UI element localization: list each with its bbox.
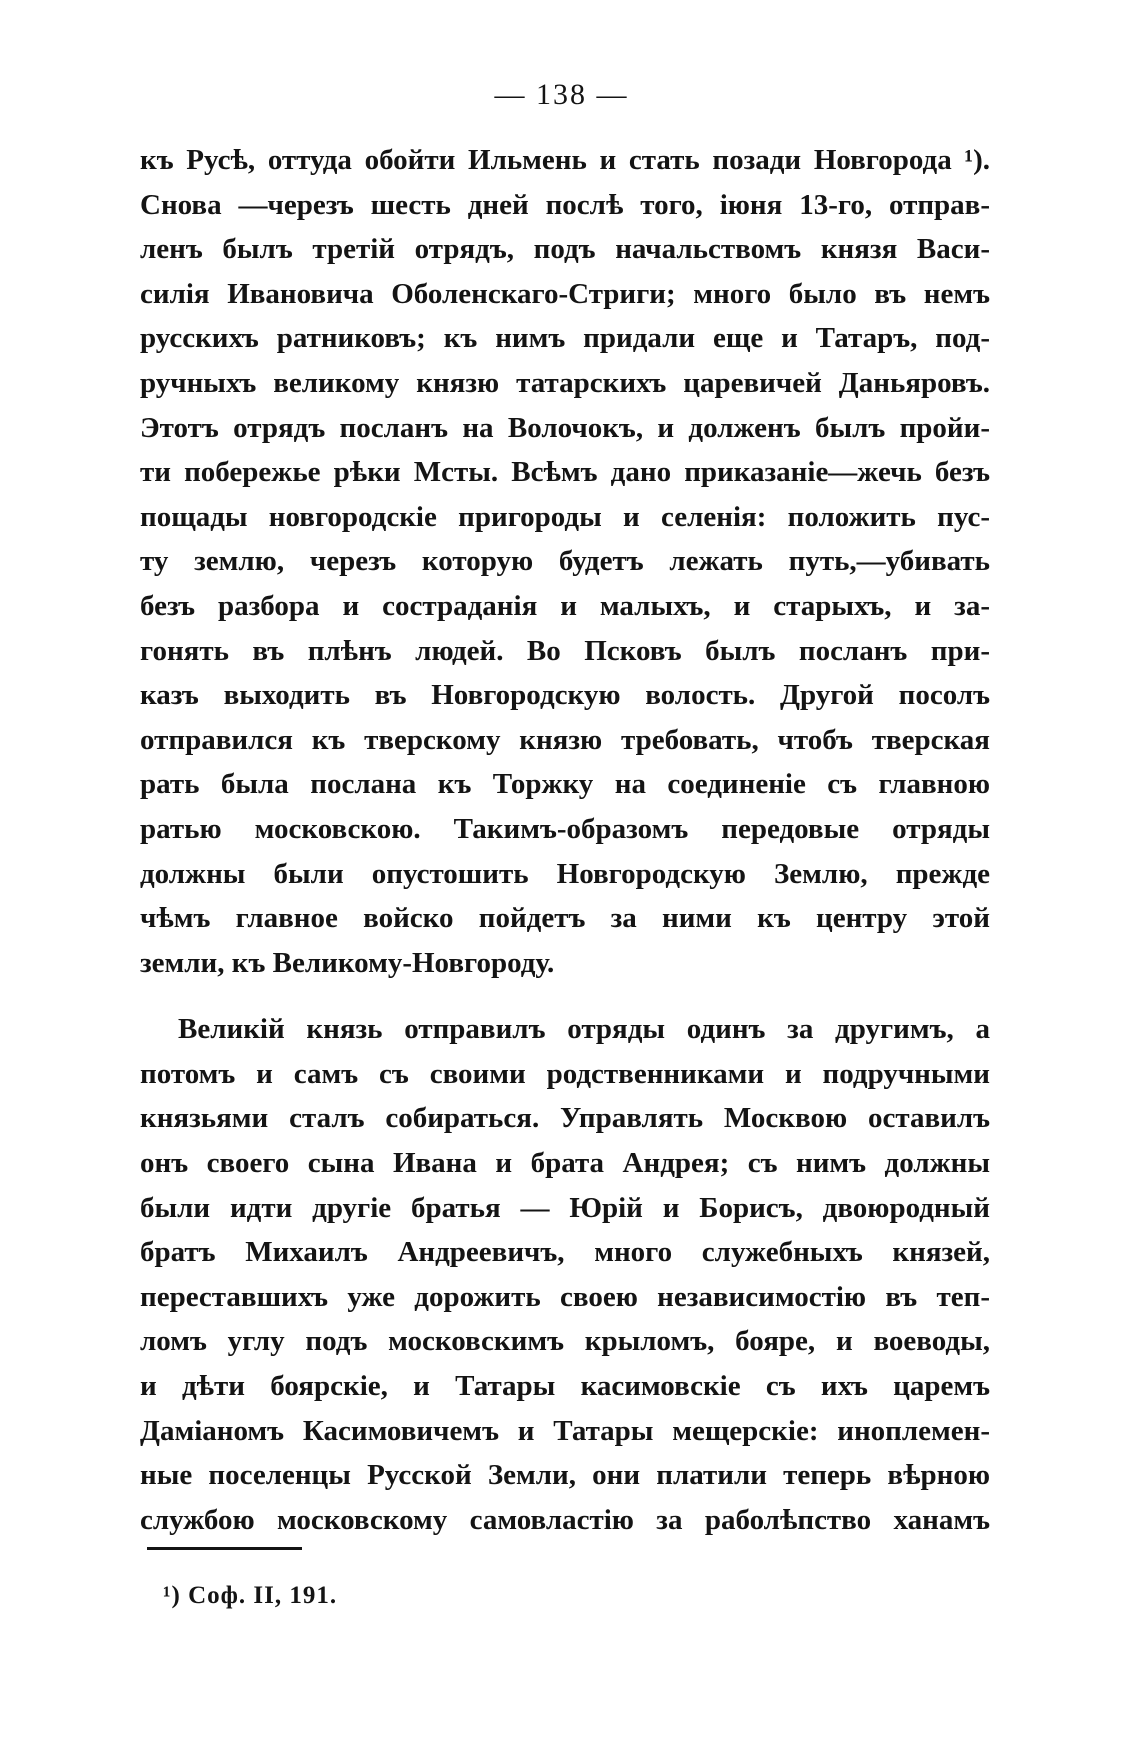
text-line: службою московскому самовластію за раболѣпство ханамъ: [140, 1503, 990, 1536]
text-line: русскихъ ратниковъ; къ нимъ придали еще и Татаръ, под-: [140, 322, 990, 355]
text-line: онъ своего сына Ивана и брата Андрея; съ нимъ должны: [140, 1147, 990, 1180]
text-line: рать была послана къ Торжку на соединеніе съ главною: [140, 768, 990, 801]
text-line: Снова —черезъ шесть дней послѣ того, іюня 13-го, отправ-: [140, 188, 990, 221]
paragraph-2: [140, 1007, 990, 1542]
paragraph-gap: [140, 985, 990, 1007]
text-line: Великій князь отправилъ отряды одинъ за другимъ, а: [178, 1013, 990, 1046]
text-line: силія Ивановича Оболенскаго-Стриги; много было въ немъ: [140, 277, 990, 310]
text-line: отправился къ тверскому князю требовать, чтобъ тверская: [140, 723, 990, 756]
text-line: братъ Михаилъ Андреевичъ, много служебныхъ князей,: [140, 1236, 990, 1269]
text-line: земли, къ Великому-Новгороду.: [140, 946, 555, 979]
text-line: ные поселенцы Русской Земли, они платили теперь вѣрною: [140, 1459, 990, 1492]
text-line: ручныхъ великому князю татарскихъ царевичей Даньяровъ.: [140, 366, 990, 399]
text-line: Даміаномъ Касимовичемъ и Татары мещерскіе: иноплемен-: [140, 1414, 990, 1447]
text-line: должны были опустошить Новгородскую Землю, прежде: [140, 857, 990, 890]
paragraph-1: [140, 138, 990, 985]
text-line: и дѣти боярскіе, и Татары касимовскіе съ ихъ царемъ: [140, 1370, 990, 1403]
text-line: были идти другіе братья — Юрій и Борисъ, двоюродный: [140, 1191, 990, 1224]
text-line: пощады новгородскіе пригороды и селенія: положить пус-: [140, 500, 990, 533]
text-line: чѣмъ главное войско пойдетъ за ними къ центру этой: [140, 902, 990, 935]
body-text: [140, 138, 990, 1542]
page-number: — 138 —: [494, 78, 629, 111]
text-line: гонять въ плѣнъ людей. Во Псковъ былъ посланъ при-: [140, 634, 990, 667]
footnote: ¹) Соф. II, 191.: [163, 1582, 338, 1609]
text-line: къ Русѣ, оттуда обойти Ильмень и стать позади Новгорода ¹).: [140, 144, 990, 176]
text-line: безъ разбора и состраданія и малыхъ, и старыхъ, и за-: [140, 589, 990, 622]
text-line: ленъ былъ третій отрядъ, подъ начальствомъ князя Васи-: [140, 233, 990, 266]
text-line: потомъ и самъ съ своими родственниками и подручными: [140, 1057, 990, 1090]
footnote-rule: [147, 1547, 302, 1550]
text-line: ломъ углу подъ московскимъ крыломъ, бояре, и воеводы,: [140, 1325, 990, 1358]
text-line: казъ выходить въ Новгородскую волость. Другой посолъ: [140, 679, 990, 712]
text-line: ти побережье рѣки Мсты. Всѣмъ дано приказаніе—жечь безъ: [140, 456, 990, 489]
text-line: князьями сталъ собираться. Управлять Москвою оставилъ: [140, 1102, 990, 1135]
text-line: ту землю, черезъ которую будетъ лежать путь,—убивать: [140, 545, 990, 578]
text-line: Этотъ отрядъ посланъ на Волочокъ, и долженъ былъ пройи-: [140, 411, 990, 444]
text-line: ратью московскою. Такимъ-образомъ передовые отряды: [140, 812, 990, 845]
text-line: переставшихъ уже дорожить своею независимостію въ теп-: [140, 1280, 990, 1313]
